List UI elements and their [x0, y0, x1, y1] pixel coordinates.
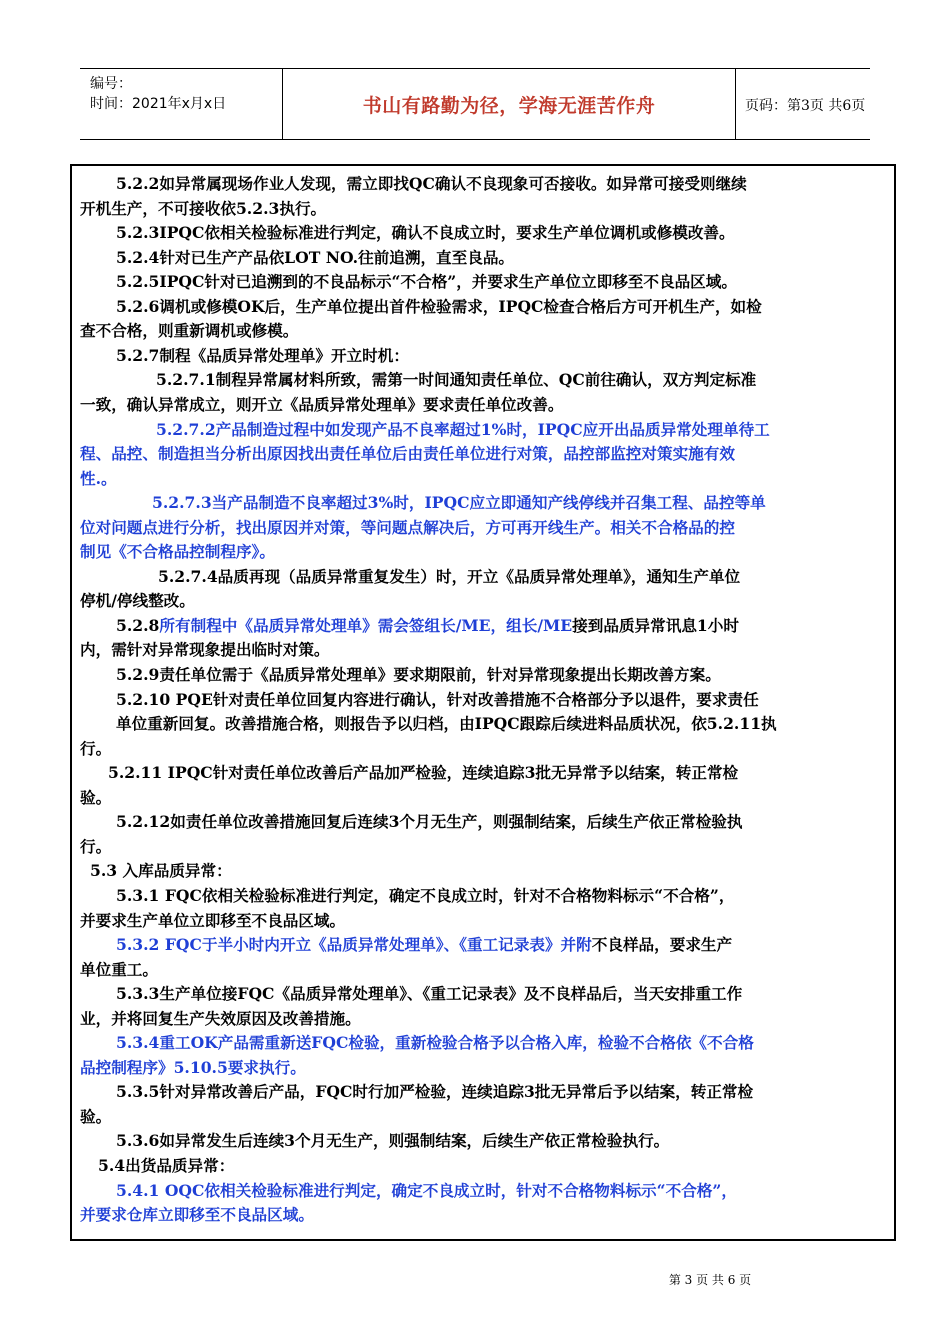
text-line: 内，需针对异常现象提出临时对策。	[80, 640, 330, 660]
date-label: 时间：2021年x月x日	[90, 96, 227, 112]
text-line: 5.2.2如异常属现场作业人发现，需立即找QC确认不良现象可否接收。如异常可接受则继续	[116, 174, 747, 193]
text-line: 行。	[80, 738, 112, 758]
text-line: 5.4出货品质异常：	[98, 1156, 235, 1175]
text-line: 停机/停线整改。	[80, 591, 195, 611]
text-line: 5.2.12如责任单位改善措施回复后连续3个月无生产，则强制结案，后续生产依正常检验执	[116, 812, 743, 832]
text-line: 5.2.5IPQC针对已追溯到的不良品标示“不合格”，并要求生产单位立即移至不良品区域。	[116, 272, 737, 292]
text-line: 5.2.8所有制程中《品质异常处理单》需会签组长/ME，组长/ME接到品质异常讯息1小时	[116, 615, 739, 635]
text-line: 5.3.3生产单位接FQC《品质异常处理单》、《重工记录表》及不良样品后，当天安排重工作	[116, 984, 743, 1004]
text-line: 开机生产，不可接收依5.2.3执行。	[80, 198, 327, 218]
text-line: 验。	[80, 787, 112, 807]
text-line: 并要求生产单位立即移至不良品区域。	[80, 910, 346, 930]
text-line: 5.2.7.1制程异常属材料所致，需第一时间通知责任单位、QC前往确认，双方判定标准	[156, 370, 757, 390]
text-line: 程、品控、制造担当分析出原因找出责任单位后由责任单位进行对策，品控部监控对策实施有效	[80, 444, 735, 464]
text-line: 5.4.1 OQC依相关检验标准进行判定，确定不良成立时，针对不合格物料标示“不合格”，	[116, 1180, 737, 1200]
text-line: 5.3.5针对异常改善后产品，FQC时行加严检验，连续追踪3批无异常后予以结案，转正常检	[116, 1082, 754, 1102]
text-line: 单位重工。	[80, 959, 158, 979]
text-line: 5.2.7.3当产品制造不良率超过3%时，IPQC应立即通知产线停线并召集工程、品控等单	[152, 493, 766, 513]
text-line: 5.3.2 FQC于半小时内开立《品质异常处理单》、《重工记录表》并附不良样品，要求生产	[116, 935, 733, 955]
text-line: 查不合格，则重新调机或修模。	[80, 321, 299, 341]
serial-label: 编号：	[90, 76, 132, 92]
text-line: 行。	[80, 836, 112, 856]
text-line: 业，并将回复生产失效原因及改善措施。	[80, 1008, 361, 1028]
page-header	[80, 68, 870, 140]
text-line: 品控制程序》5.10.5要求执行。	[80, 1057, 306, 1077]
text-line: 5.2.6调机或修模OK后，生产单位提出首件检验需求，IPQC检查合格后方可开机生产，如检	[116, 296, 762, 316]
text-line: 5.2.11 IPQC针对责任单位改善后产品加严检验，连续追踪3批无异常予以结案，转正常检	[108, 763, 739, 783]
text-line: 5.2.4针对已生产产品依LOT NO.往前追溯，直至良品。	[116, 247, 515, 267]
footer-page-number: 第 3 页 共 6 页	[668, 1273, 752, 1287]
motto: 书山有路勤为径，学海无涯苦作舟	[362, 95, 656, 117]
text-line: 验。	[80, 1106, 112, 1126]
text-line: 5.2.7制程《品质异常处理单》开立时机：	[116, 345, 409, 365]
page-footer	[0, 1271, 950, 1288]
text-line: 5.3.1 FQC依相关检验标准进行判定，确定不良成立时，针对不合格物料标示“不合格”，	[116, 885, 735, 905]
text-line: 5.2.9责任单位需于《品质异常处理单》要求期限前，针对异常现象提出长期改善方案。	[116, 665, 721, 684]
header-motto-cell	[282, 69, 736, 139]
text-line: 一致，确认异常成立，则开立《品质异常处理单》要求责任单位改善。	[80, 394, 564, 414]
text-line: 制见《不合格品控制程序》。	[80, 542, 275, 562]
header-info-cell	[80, 69, 282, 139]
text-line: 5.3.6如异常发生后连续3个月无生产，则强制结案，后续生产依正常检验执行。	[116, 1131, 670, 1151]
text-line: 并要求仓库立即移至不良品区域。	[80, 1205, 314, 1225]
text-line: 5.3 入库品质异常：	[90, 861, 232, 881]
text-line: 性.。	[80, 468, 117, 488]
text-line: 5.3.4重工OK产品需重新送FQC检验，重新检验合格予以合格入库，检验不合格依《不合格	[116, 1033, 754, 1053]
text-line: 5.2.7.4品质再现（品质异常重复发生）时，开立《品质异常处理单》，通知生产单位	[158, 566, 741, 586]
text-line: 5.2.3IPQC依相关检验标准进行判定，确认不良成立时，要求生产单位调机或修模改善。	[116, 223, 735, 243]
page-number-label: 页码：第3页 共6页	[745, 98, 866, 114]
content-box	[70, 164, 896, 1241]
text-line: 单位重新回复。改善措施合格，则报告予以归档，由IPQC跟踪后续进料品质状况，依5.2.11执	[116, 714, 777, 734]
text-line: 位对问题点进行分析，找出原因并对策，等问题点解决后，方可再开线生产。相关不合格品的控	[80, 517, 735, 537]
header-page-cell	[735, 69, 870, 139]
text-line: 5.2.10 PQE针对责任单位回复内容进行确认，针对改善措施不合格部分予以退件，要求责任	[116, 689, 759, 709]
text-line: 5.2.7.2产品制造过程中如发现产品不良率超过1%时，IPQC应开出品质异常处理单待工	[156, 419, 770, 439]
